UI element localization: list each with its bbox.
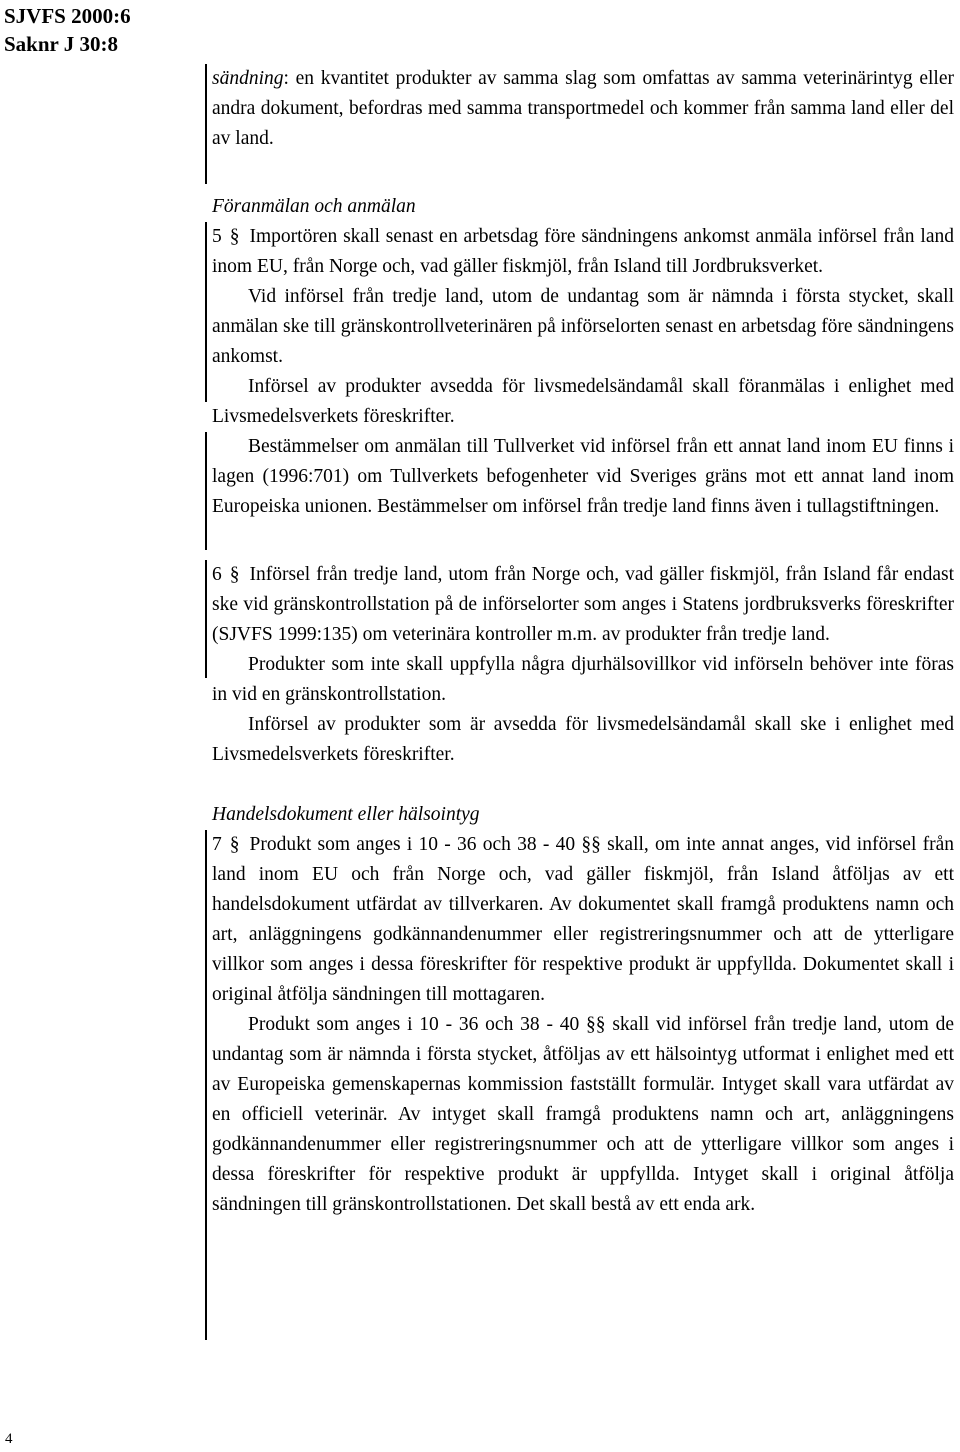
- change-bar: [205, 432, 207, 550]
- section-sign: §: [229, 226, 240, 247]
- section-5-paragraph-3: Införsel av produkter avsedda för livsmedelsändamål skall föranmälas i enlighet med Livsmedelsverkets föreskrifter.: [212, 376, 954, 427]
- section-5-paragraph-2: Vid införsel från tredje land, utom de undantag som är nämnda i första stycket, skall anmälan ske till gränskontrollveterinären på införselorten senast en arbetsdag före sändningens ankomst.: [212, 286, 954, 367]
- section-6-paragraph-2: Produkter som inte skall uppfylla några djurhälsovillkor vid införseln behöver inte föras in vid en gränskontrollstation.: [212, 654, 954, 705]
- section-number: 6: [212, 564, 222, 585]
- section-5-text-4: Bestämmelser om anmälan till Tullverket vid införsel från ett annat land inom EU finns i lagen (1996:701) om Tullverkets befogenheter vid Sveriges gräns mot ett annat land inom Europeiska unionen. Bestämmelser om införsel från tredje land finns även i tullagstiftningen.: [212, 436, 954, 517]
- section-6-text-1: Införsel från tredje land, utom från Norge och, vad gäller fiskmjöl, från Island får endast ske vid gränskontrollstation på de införselorter som anges i Statens jordbruksverks föreskrifter (SJVFS 1999:135) om veterinära kontroller m.m. av produkter från tredje land.: [212, 564, 954, 645]
- change-bar: [205, 830, 207, 1340]
- document-reference: SJVFS 2000:6: [4, 4, 131, 28]
- section-6-paragraph-1: [212, 560, 954, 650]
- section-sign: §: [229, 564, 240, 585]
- change-bar: [205, 64, 207, 184]
- section-5-paragraph-4: [212, 432, 954, 522]
- section-5-text-1: Importören skall senast en arbetsdag före sändningens ankomst anmäla införsel från land inom EU, från Norge och, vad gäller fiskmjöl, från Island till Jordbruksverket.: [212, 226, 954, 277]
- page-number: 4: [5, 1431, 13, 1447]
- change-bar: [205, 222, 207, 402]
- document-header: [4, 2, 131, 58]
- section-6-paragraph-3: Införsel av produkter som är avsedda för livsmedelsändamål skall ske i enlighet med Livsmedelsverkets föreskrifter.: [212, 714, 954, 765]
- definition-text: : en kvantitet produkter av samma slag som omfattas av samma veterinärintyg eller andra dokument, befordras med samma transportmedel och kommer från samma land eller del av land.: [212, 68, 954, 149]
- definition-term: sändning: [212, 68, 284, 89]
- section-7-text-1: Produkt som anges i 10 - 36 och 38 - 40 §§ skall, om inte annat anges, vid införsel från land inom EU och från Norge och, vad gäller fiskmjöl, från Island åtföljas av ett handelsdokument utfärdat av tillverkaren. Av dokumentet skall framgå produktens namn och art, anläggningens godkännandenummer eller registreringsnummer och att de ytterligare villkor som anges i dessa föreskrifter för respektive produkt är uppfyllda. Dokumentet skall i original åtfölja sändningen till mottagaren.: [212, 834, 954, 1005]
- section-7-paragraph-2: Produkt som anges i 10 - 36 och 38 - 40 §§ skall vid införsel från tredje land, utom de undantag som är nämnda i första stycket, åtföljas av ett hälsointyg utformat i enlighet med ett av Europeiska gemenskapernas kommission fastställt formulär. Intyget skall vara utfärdat av en officiell veterinär. Av intyget skall framgå produktens namn och art, anläggningens godkännandenummer eller registreringsnummer och att de ytterligare villkor som anges i dessa föreskrifter för respektive produkt är uppfyllda. Intyget skall i original åtfölja sändningen till gränskontrollstationen. Det skall bestå av ett enda ark.: [212, 1014, 954, 1215]
- section-heading-notification: Föranmälan och anmälan: [212, 196, 416, 217]
- case-number: Saknr J 30:8: [4, 32, 118, 56]
- change-bar: [205, 560, 207, 678]
- definition-paragraph: [212, 64, 954, 154]
- section-7-paragraph-1: [212, 830, 954, 1010]
- section-number: 5: [212, 226, 222, 247]
- section-sign: §: [229, 834, 240, 855]
- section-number: 7: [212, 834, 222, 855]
- section-heading-documents: Handelsdokument eller hälsointyg: [212, 804, 480, 825]
- document-body: [212, 64, 954, 1220]
- section-5-paragraph-1: [212, 222, 954, 282]
